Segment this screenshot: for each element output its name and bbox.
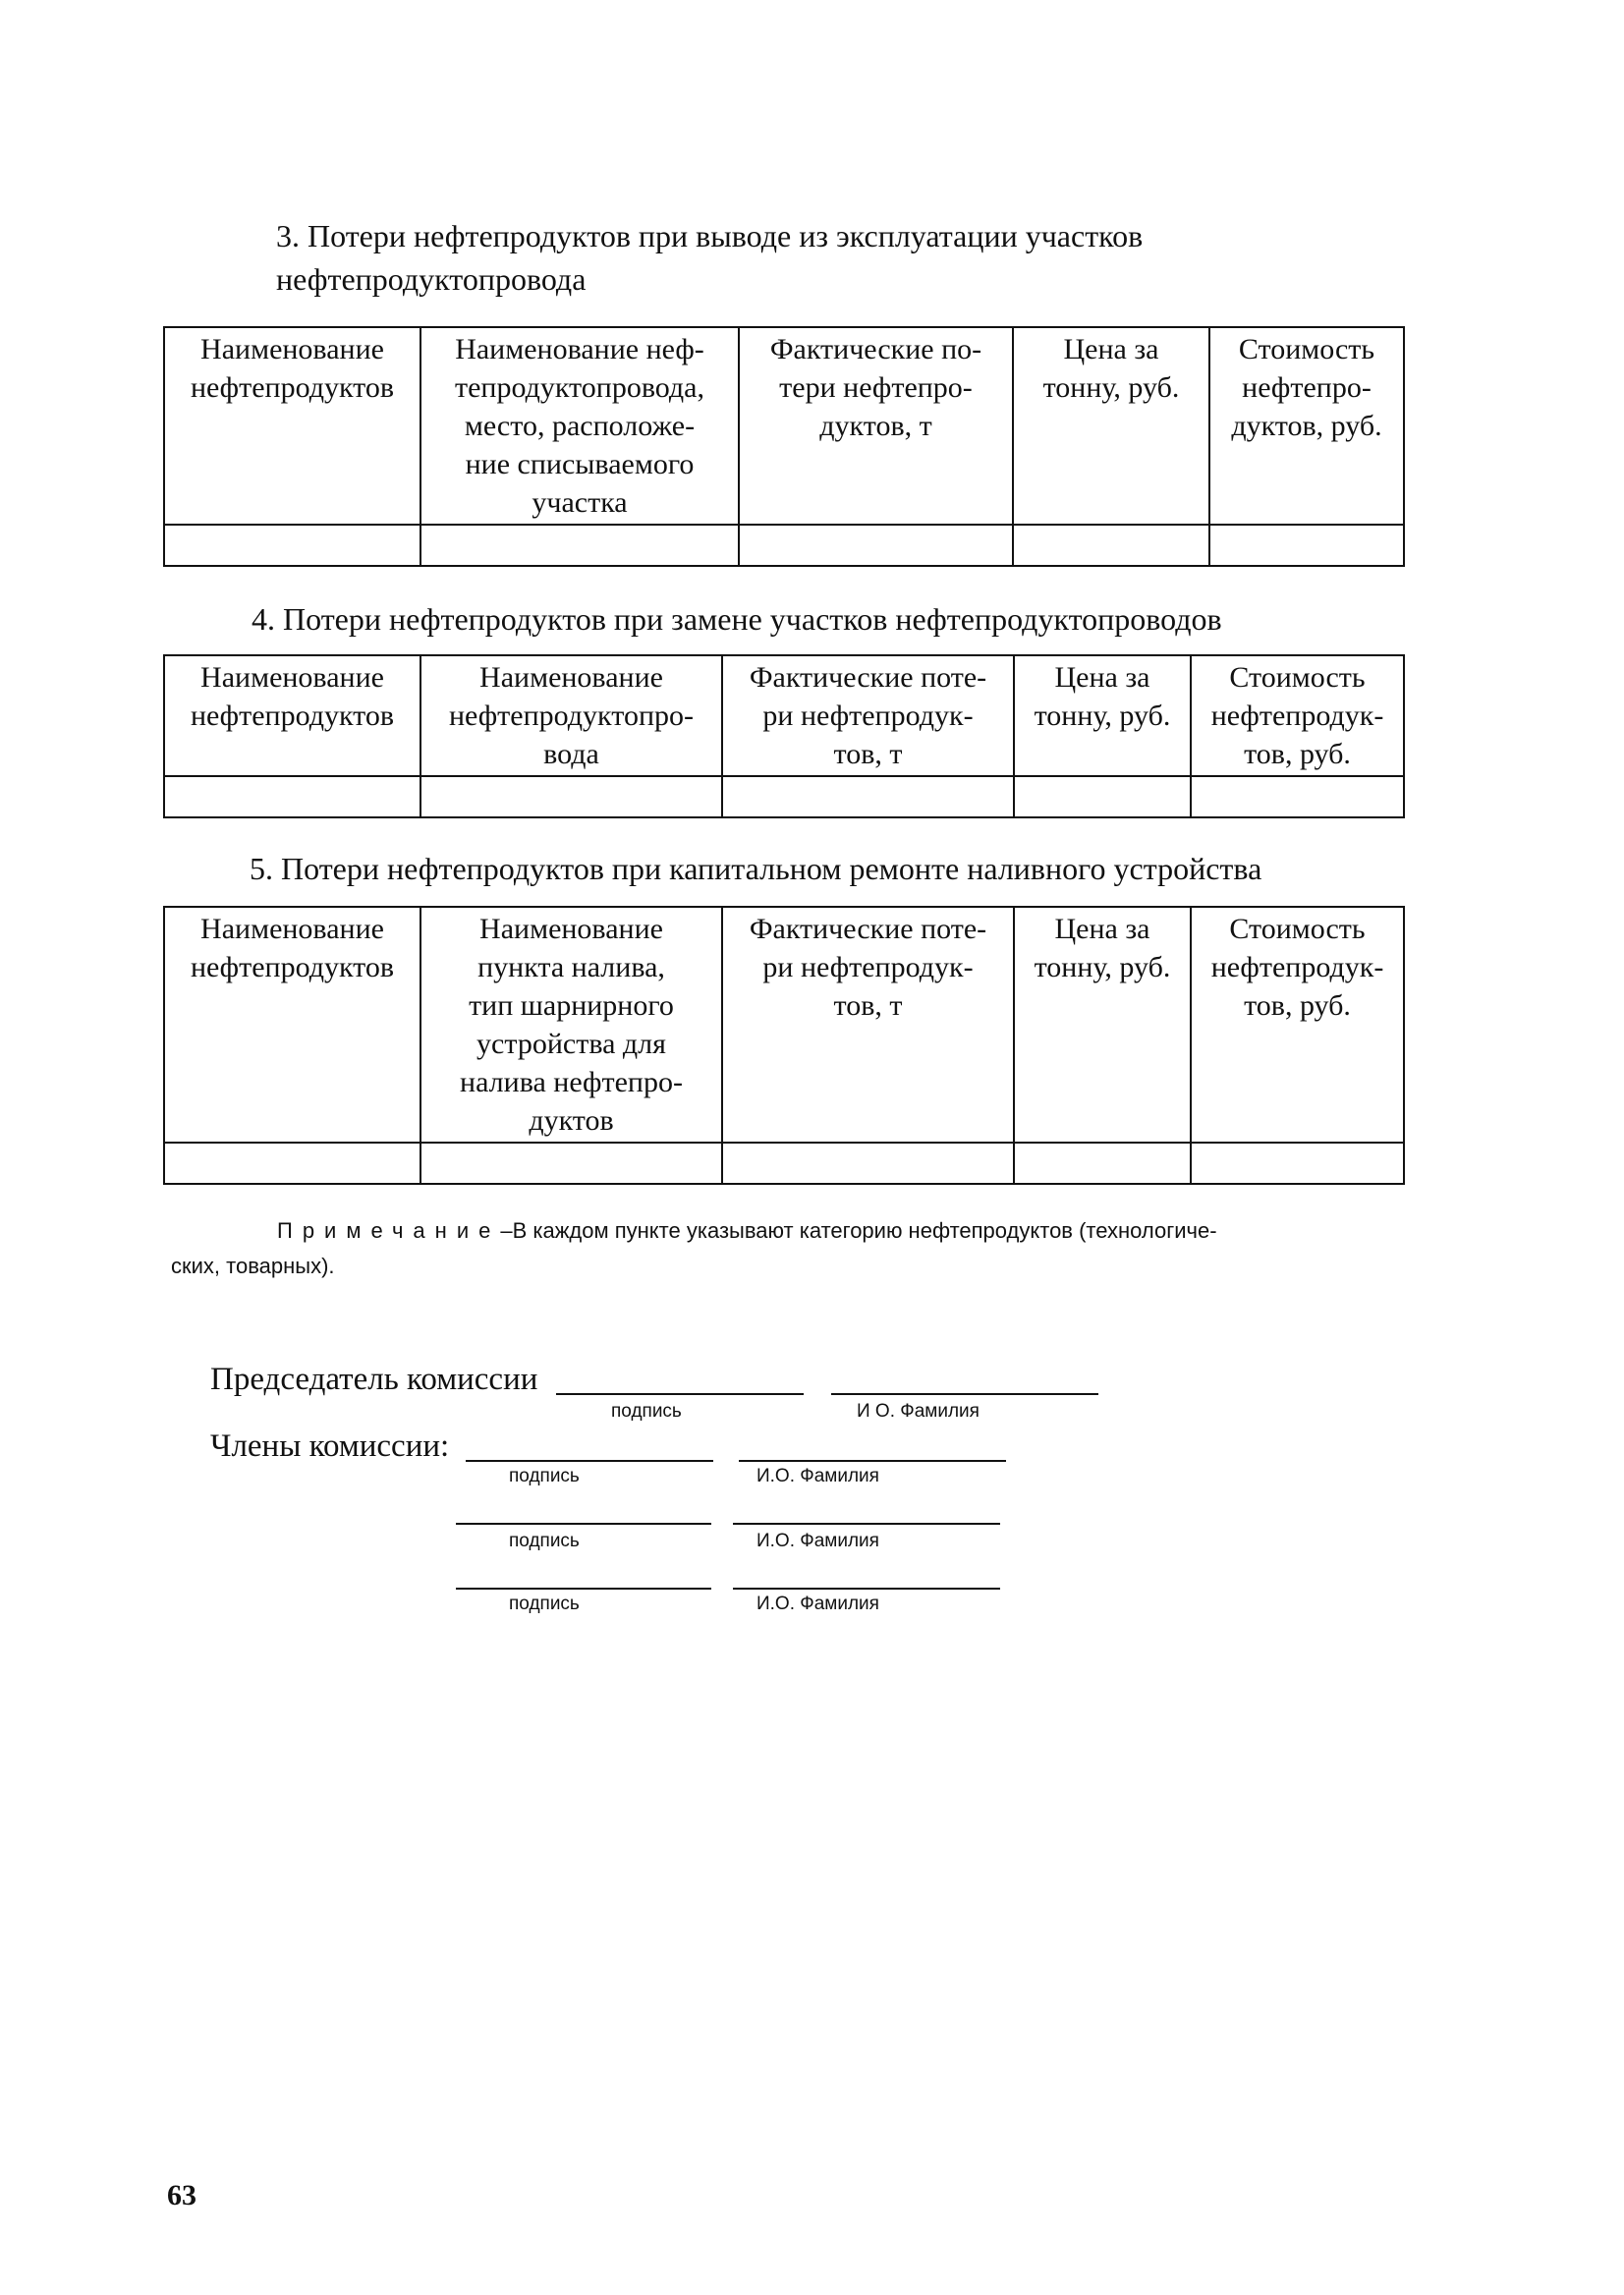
- member-2-name-line[interactable]: [733, 1523, 1000, 1525]
- header-cost: Стоимость нефтепродук- тов, руб.: [1191, 907, 1404, 1143]
- table-cell[interactable]: [1014, 1143, 1191, 1184]
- chairman-name-caption: И О. Фамилия: [857, 1401, 980, 1422]
- section-5-title: [250, 847, 1261, 890]
- member-1-signature-caption: подпись: [509, 1466, 580, 1486]
- table-cell[interactable]: [1191, 776, 1404, 817]
- member-2-name-caption: И.О. Фамилия: [756, 1531, 879, 1551]
- table-header-row: [164, 907, 1404, 1143]
- member-1-name-caption: И.О. Фамилия: [756, 1466, 879, 1486]
- table-section-4: [163, 654, 1405, 818]
- chairman-name-line[interactable]: [831, 1393, 1098, 1395]
- header-price-per-ton: Цена за тонну, руб.: [1014, 655, 1191, 776]
- header-actual-losses: Фактические поте- ри нефтепродук- тов, т: [722, 907, 1014, 1143]
- header-actual-losses: Фактические поте- ри нефтепродук- тов, т: [722, 655, 1014, 776]
- table-cell[interactable]: [722, 1143, 1014, 1184]
- chairman-label: Председатель комиссии: [210, 1362, 538, 1397]
- note-label: Примечание: [277, 1218, 501, 1243]
- header-price-per-ton: Цена за тонну, руб.: [1013, 327, 1209, 525]
- header-pipeline-location: Наименование неф- тепродуктопровода, место, расположе- ние списываемого участка: [420, 327, 739, 525]
- section-3-title: [276, 214, 1143, 301]
- table-row: [164, 525, 1404, 566]
- header-cost: Стоимость нефтепродук- тов, руб.: [1191, 655, 1404, 776]
- table-cell[interactable]: [420, 776, 722, 817]
- table-row: [164, 776, 1404, 817]
- table-header-row: [164, 327, 1404, 525]
- member-3-name-line[interactable]: [733, 1588, 1000, 1590]
- section-5-title-line1: 5. Потери нефтепродуктов при капитальном ремонте наливного устройства: [250, 851, 1262, 886]
- header-product-name: Наименование нефтепродуктов: [164, 907, 420, 1143]
- members-label: Члены комиссии:: [210, 1428, 450, 1464]
- member-3-signature-caption: подпись: [509, 1594, 580, 1614]
- section-4-title-line1: 4. Потери нефтепродуктов при замене участков нефтепродуктопроводов: [252, 601, 1222, 637]
- note-text: –В каждом пункте указывают категорию нефтепродуктов (технологиче-: [500, 1218, 1217, 1243]
- member-1-name-line[interactable]: [739, 1460, 1006, 1462]
- section-3-title-line2: нефтепродуктопровода: [276, 261, 587, 297]
- chairman-signature-line[interactable]: [556, 1393, 804, 1395]
- table-cell[interactable]: [1191, 1143, 1404, 1184]
- member-1-signature-line[interactable]: [466, 1460, 713, 1462]
- header-cost: Стоимость нефтепро- дуктов, руб.: [1209, 327, 1404, 525]
- member-2-signature-line[interactable]: [456, 1523, 711, 1525]
- header-actual-losses: Фактические по- тери нефтепро- дуктов, т: [739, 327, 1013, 525]
- note-text-continued: ских, товарных).: [171, 1254, 335, 1278]
- member-3-name-caption: И.О. Фамилия: [756, 1594, 879, 1614]
- table-cell[interactable]: [420, 1143, 722, 1184]
- table-cell[interactable]: [1209, 525, 1404, 566]
- table-cell[interactable]: [1013, 525, 1209, 566]
- table-cell[interactable]: [1014, 776, 1191, 817]
- header-product-name: Наименование нефтепродуктов: [164, 655, 420, 776]
- header-price-per-ton: Цена за тонну, руб.: [1014, 907, 1191, 1143]
- section-4-title: [252, 597, 1222, 641]
- table-cell[interactable]: [420, 525, 739, 566]
- page-number: 63: [167, 2179, 196, 2211]
- table-section-5: [163, 906, 1405, 1185]
- member-2-signature-caption: подпись: [509, 1531, 580, 1551]
- section-3-title-line1: 3. Потери нефтепродуктов при выводе из эксплуатации участков: [276, 218, 1144, 253]
- table-cell[interactable]: [722, 776, 1014, 817]
- table-section-3: [163, 326, 1405, 567]
- note-paragraph: [196, 1214, 1434, 1248]
- chairman-signature-caption: подпись: [611, 1401, 682, 1422]
- table-header-row: [164, 655, 1404, 776]
- member-3-signature-line[interactable]: [456, 1588, 711, 1590]
- header-product-name: Наименование нефтепродуктов: [164, 327, 420, 525]
- table-cell[interactable]: [164, 776, 420, 817]
- table-cell[interactable]: [164, 525, 420, 566]
- header-pipeline-name: Наименование нефтепродуктопро- вода: [420, 655, 722, 776]
- table-row: [164, 1143, 1404, 1184]
- table-cell[interactable]: [739, 525, 1013, 566]
- header-filling-point: Наименование пункта налива, тип шарнирного устройства для налива нефтепро- дуктов: [420, 907, 722, 1143]
- table-cell[interactable]: [164, 1143, 420, 1184]
